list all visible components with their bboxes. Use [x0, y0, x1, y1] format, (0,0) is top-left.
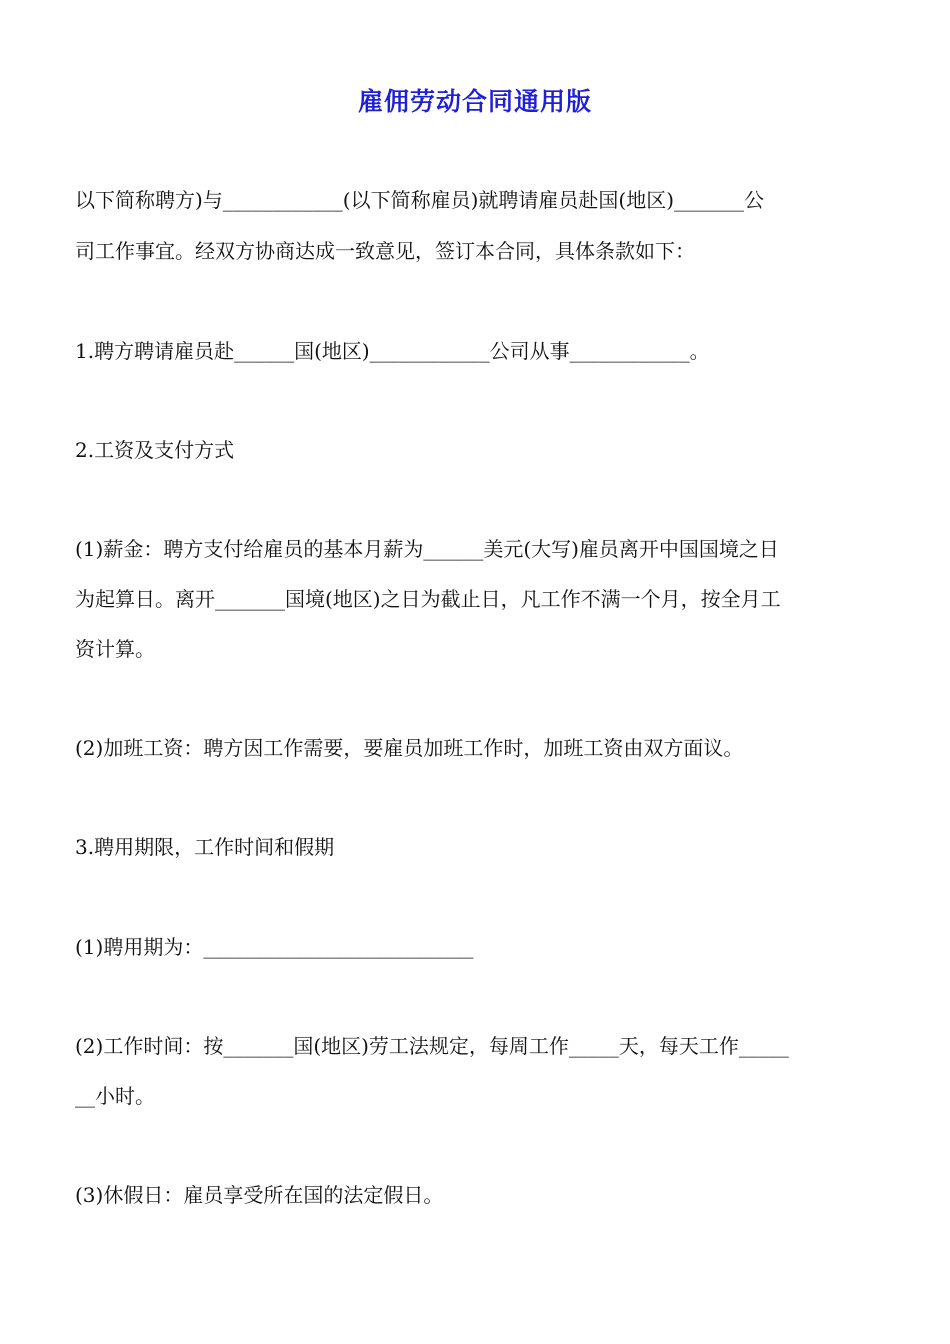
clause-3-1-paragraph: (1)聘用期为：___________________________: [75, 935, 474, 959]
clause-3-3-paragraph: (3)休假日：雇员享受所在国的法定假日。: [75, 1183, 444, 1207]
clause-2-2-paragraph: (2)加班工资：聘方因工作需要，要雇员加班工作时，加班工资由双方面议。: [75, 736, 744, 760]
clause-3-2-line-2: __小时。: [75, 1084, 155, 1108]
clause-1-paragraph: 1.聘方聘请雇员赴______国(地区)____________公司从事____________。: [75, 339, 710, 363]
intro-paragraph-line-1: 以下简称聘方)与____________(以下简称雇员)就聘请雇员赴国(地区)_______公: [75, 188, 765, 212]
clause-3-heading: 3.聘用期限，工作时间和假期: [75, 835, 335, 859]
page-title: 雇佣劳动合同通用版: [357, 87, 592, 116]
clause-2-1-line-3: 资计算。: [75, 637, 155, 661]
intro-paragraph-line-2: 司工作事宜。经双方协商达成一致意见，签订本合同，具体条款如下：: [75, 239, 695, 263]
clause-3-2-line-1: (2)工作时间：按_______国(地区)劳工法规定，每周工作_____天，每天工作_____: [75, 1034, 789, 1058]
clause-2-1-line-1: (1)薪金：聘方支付给雇员的基本月薪为______美元(大写)雇员离开中国国境之日: [75, 537, 779, 561]
clause-2-1-line-2: 为起算日。离开_______国境(地区)之日为截止日，凡工作不满一个月，按全月工: [75, 587, 781, 611]
clause-2-heading: 2.工资及支付方式: [75, 438, 235, 462]
